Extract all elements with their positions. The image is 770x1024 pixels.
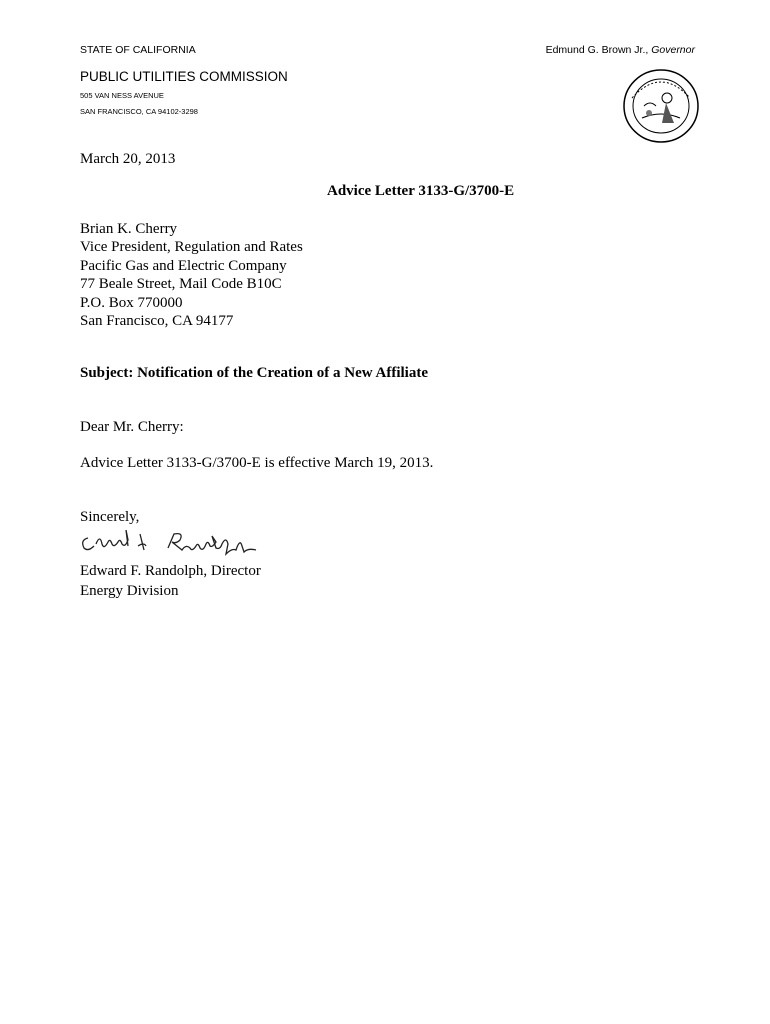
governor-line [546, 44, 695, 56]
governor-name: Edmund G. Brown Jr., [545, 44, 652, 56]
advice-letter-reference: Advice Letter 3133-G/3700-E [327, 183, 515, 199]
governor-title: Governor [651, 44, 695, 56]
body-text: Advice Letter 3133-G/3700-E is effective March 19, 2013. [80, 455, 434, 471]
recipient-address [80, 220, 303, 330]
recipient-street: 77 Beale Street, Mail Code B10C [80, 276, 282, 293]
recipient-title: Vice President, Regulation and Rates [80, 239, 303, 256]
subject-line: Subject: Notification of the Creation of a New Affiliate [80, 365, 428, 381]
recipient-company: Pacific Gas and Electric Company [80, 257, 287, 274]
agency-name: PUBLIC UTILITIES COMMISSION [80, 69, 288, 84]
address-line-1: 505 VAN NESS AVENUE [80, 91, 164, 100]
recipient-po-box: P.O. Box 770000 [80, 294, 183, 311]
recipient-city: San Francisco, CA 94177 [80, 313, 234, 330]
salutation: Dear Mr. Cherry: [80, 419, 184, 435]
letter-date: March 20, 2013 [80, 151, 176, 167]
closing: Sincerely, [80, 509, 140, 525]
state-seal-icon [622, 68, 700, 144]
state-label: STATE OF CALIFORNIA [80, 44, 196, 56]
address-line-2: SAN FRANCISCO, CA 94102-3298 [80, 107, 198, 116]
signature [78, 530, 278, 556]
signer-block [80, 561, 261, 601]
recipient-name: Brian K. Cherry [80, 221, 178, 237]
signer-division: Energy Division [80, 583, 179, 599]
signer-name: Edward F. Randolph, Director [80, 563, 261, 579]
